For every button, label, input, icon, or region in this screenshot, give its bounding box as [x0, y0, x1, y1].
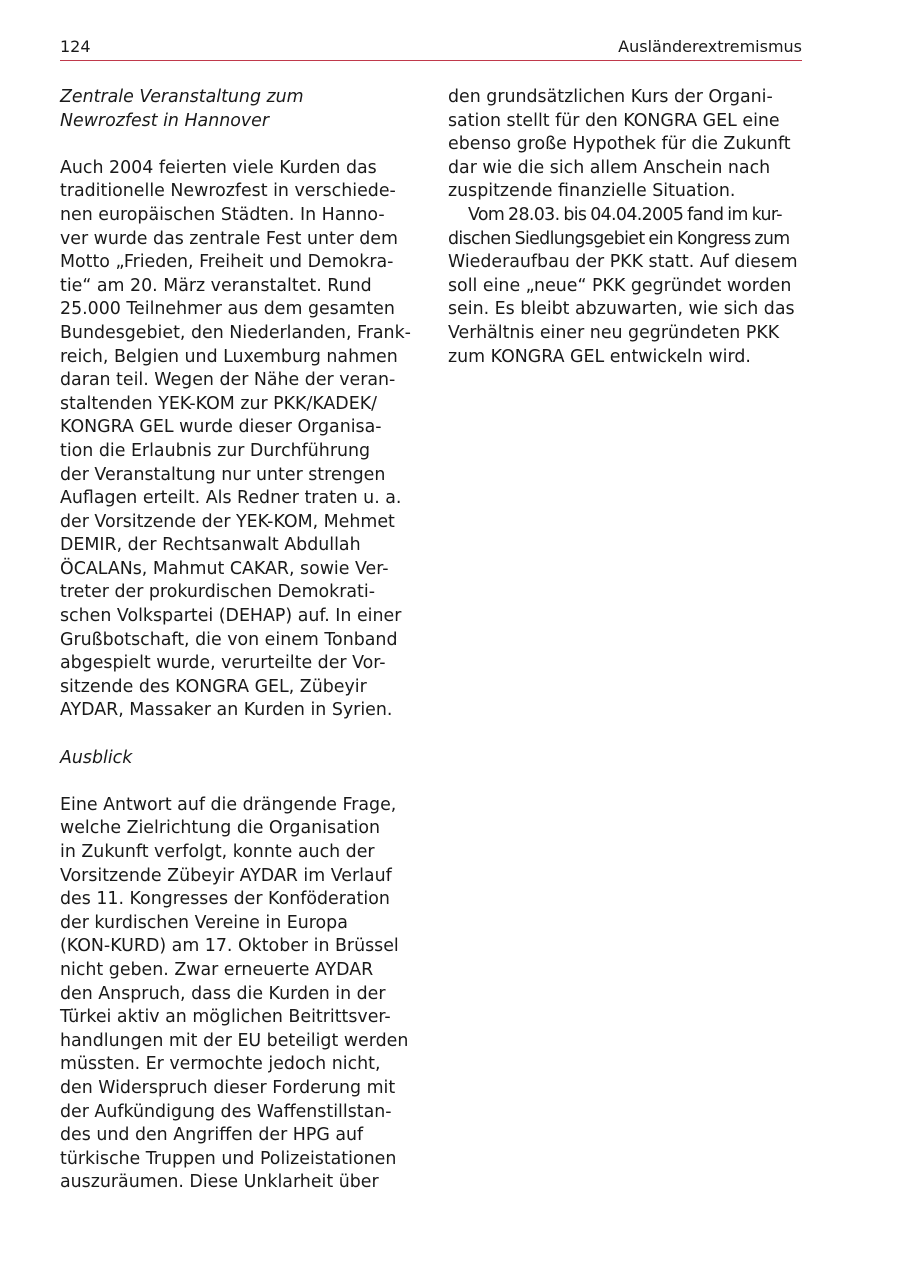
paragraph-outlook-continued	[448, 86, 806, 204]
text-line: Auflagen erteilt. Als Redner traten u. a.	[60, 488, 402, 509]
text-line: schen Volkspartei (DEHAP) auf. In einer	[60, 606, 402, 627]
paragraph-ausblick	[60, 794, 414, 1195]
right-column	[448, 86, 806, 369]
text-line: staltenden YEK-KOM zur PKK/KADEK/	[60, 393, 377, 414]
text-line: in Zukunft verfolgt, konnte auch der	[60, 842, 375, 862]
text-line: Türkei aktiv an möglichen Beitrittsver-	[60, 1007, 391, 1028]
text-line: traditionelle Newrozfest in verschiede-	[60, 181, 396, 202]
text-line: treter der prokurdischen Demokrati-	[60, 582, 375, 603]
text-line: Vorsitzende Zübeyir AYDAR im Verlauf	[60, 865, 392, 886]
page-header	[60, 36, 802, 61]
text-line: dischen Siedlungsgebiet ein Kongress zum	[448, 228, 790, 249]
text-line: Grußbotschaft, die von einem Tonband	[60, 629, 398, 650]
heading-line: Newrozfest in Hannover	[60, 110, 270, 131]
text-line: zuspitzende finanzielle Situation.	[448, 181, 736, 202]
text-line: zum KONGRA GEL entwickeln wird.	[448, 346, 751, 367]
text-line: der kurdischen Vereine in Europa	[60, 912, 348, 933]
text-line: tie“ am 20. März veranstaltet. Rund	[60, 275, 372, 296]
text-line: Motto „Frieden, Freiheit und Demokra-	[60, 252, 394, 273]
text-line: den Anspruch, dass die Kurden in der	[60, 983, 386, 1004]
text-line: Auch 2004 feierten viele Kurden das	[60, 157, 377, 178]
text-line: ÖCALANs, Mahmut CAKAR, sowie Ver-	[60, 558, 389, 579]
running-title: Ausländerextremismus	[618, 37, 802, 56]
text-line: welche Zielrichtung die Organisation	[60, 818, 381, 839]
text-line: sation stellt für den KONGRA GEL eine	[448, 110, 780, 131]
text-line: handlungen mit der EU beteiligt werden	[60, 1030, 409, 1051]
page-number: 124	[60, 37, 91, 56]
text-line: türkische Truppen und Polizeistationen	[60, 1148, 397, 1169]
paragraph-newroz	[60, 157, 414, 723]
heading-line: Zentrale Veranstaltung zum	[60, 87, 304, 107]
text-line: des 11. Kongresses der Konföderation	[60, 889, 390, 910]
text-line: KONGRA GEL wurde dieser Organisa-	[60, 417, 382, 438]
text-line: soll eine „neue“ PKK gegründet worden	[448, 275, 792, 296]
text-line: (KON-KURD) am 17. Oktober in Brüssel	[60, 936, 399, 957]
paragraph-pkk-congress	[448, 204, 806, 369]
text-line: reich, Belgien und Luxemburg nahmen	[60, 346, 398, 367]
text-line: den grundsätzlichen Kurs der Organi-	[448, 87, 773, 107]
text-line: sein. Es bleibt abzuwarten, wie sich das	[448, 299, 795, 320]
heading-line: Ausblick	[60, 747, 133, 768]
text-line: DEMIR, der Rechtsanwalt Abdullah	[60, 535, 361, 556]
left-column	[60, 86, 414, 1195]
section-heading-ausblick	[60, 747, 414, 771]
text-line: nicht geben. Zwar erneuerte AYDAR	[60, 959, 374, 980]
text-line: AYDAR, Massaker an Kurden in Syrien.	[60, 700, 393, 721]
text-line: Verhältnis einer neu gegründeten PKK	[448, 322, 780, 343]
text-line: abgespielt wurde, verurteilte der Vor-	[60, 653, 386, 674]
text-line: des und den Angriffen der HPG auf	[60, 1125, 364, 1146]
text-line: der Vorsitzende der YEK-KOM, Mehmet	[60, 511, 395, 532]
text-line: der Aufkündigung des Waffenstillstan-	[60, 1101, 392, 1122]
text-line: daran teil. Wegen der Nähe der veran-	[60, 370, 396, 391]
text-line: müssten. Er vermochte jedoch nicht,	[60, 1054, 381, 1075]
text-line: 25.000 Teilnehmer aus dem gesamten	[60, 299, 395, 320]
text-line: ver wurde das zentrale Fest unter dem	[60, 228, 398, 249]
text-line: dar wie die sich allem Anschein nach	[448, 157, 771, 178]
text-line: Vom 28.03. bis 04.04.2005 fand im kur-	[468, 204, 782, 225]
text-line: sitzende des KONGRA GEL, Zübeyir	[60, 676, 367, 697]
text-line: Bundesgebiet, den Niederlanden, Frank-	[60, 322, 411, 343]
text-line: auszuräumen. Diese Unklarheit über	[60, 1172, 379, 1193]
text-line: nen europäischen Städten. In Hanno-	[60, 204, 385, 225]
text-line: Eine Antwort auf die drängende Frage,	[60, 794, 397, 815]
text-line: der Veranstaltung nur unter strengen	[60, 464, 386, 485]
text-line: tion die Erlaubnis zur Durchführung	[60, 440, 371, 461]
text-line: den Widerspruch dieser Forderung mit	[60, 1077, 396, 1098]
section-heading-newroz	[60, 86, 414, 133]
text-line: Wiederaufbau der PKK statt. Auf diesem	[448, 252, 798, 273]
text-line: ebenso große Hypothek für die Zukunft	[448, 134, 791, 155]
